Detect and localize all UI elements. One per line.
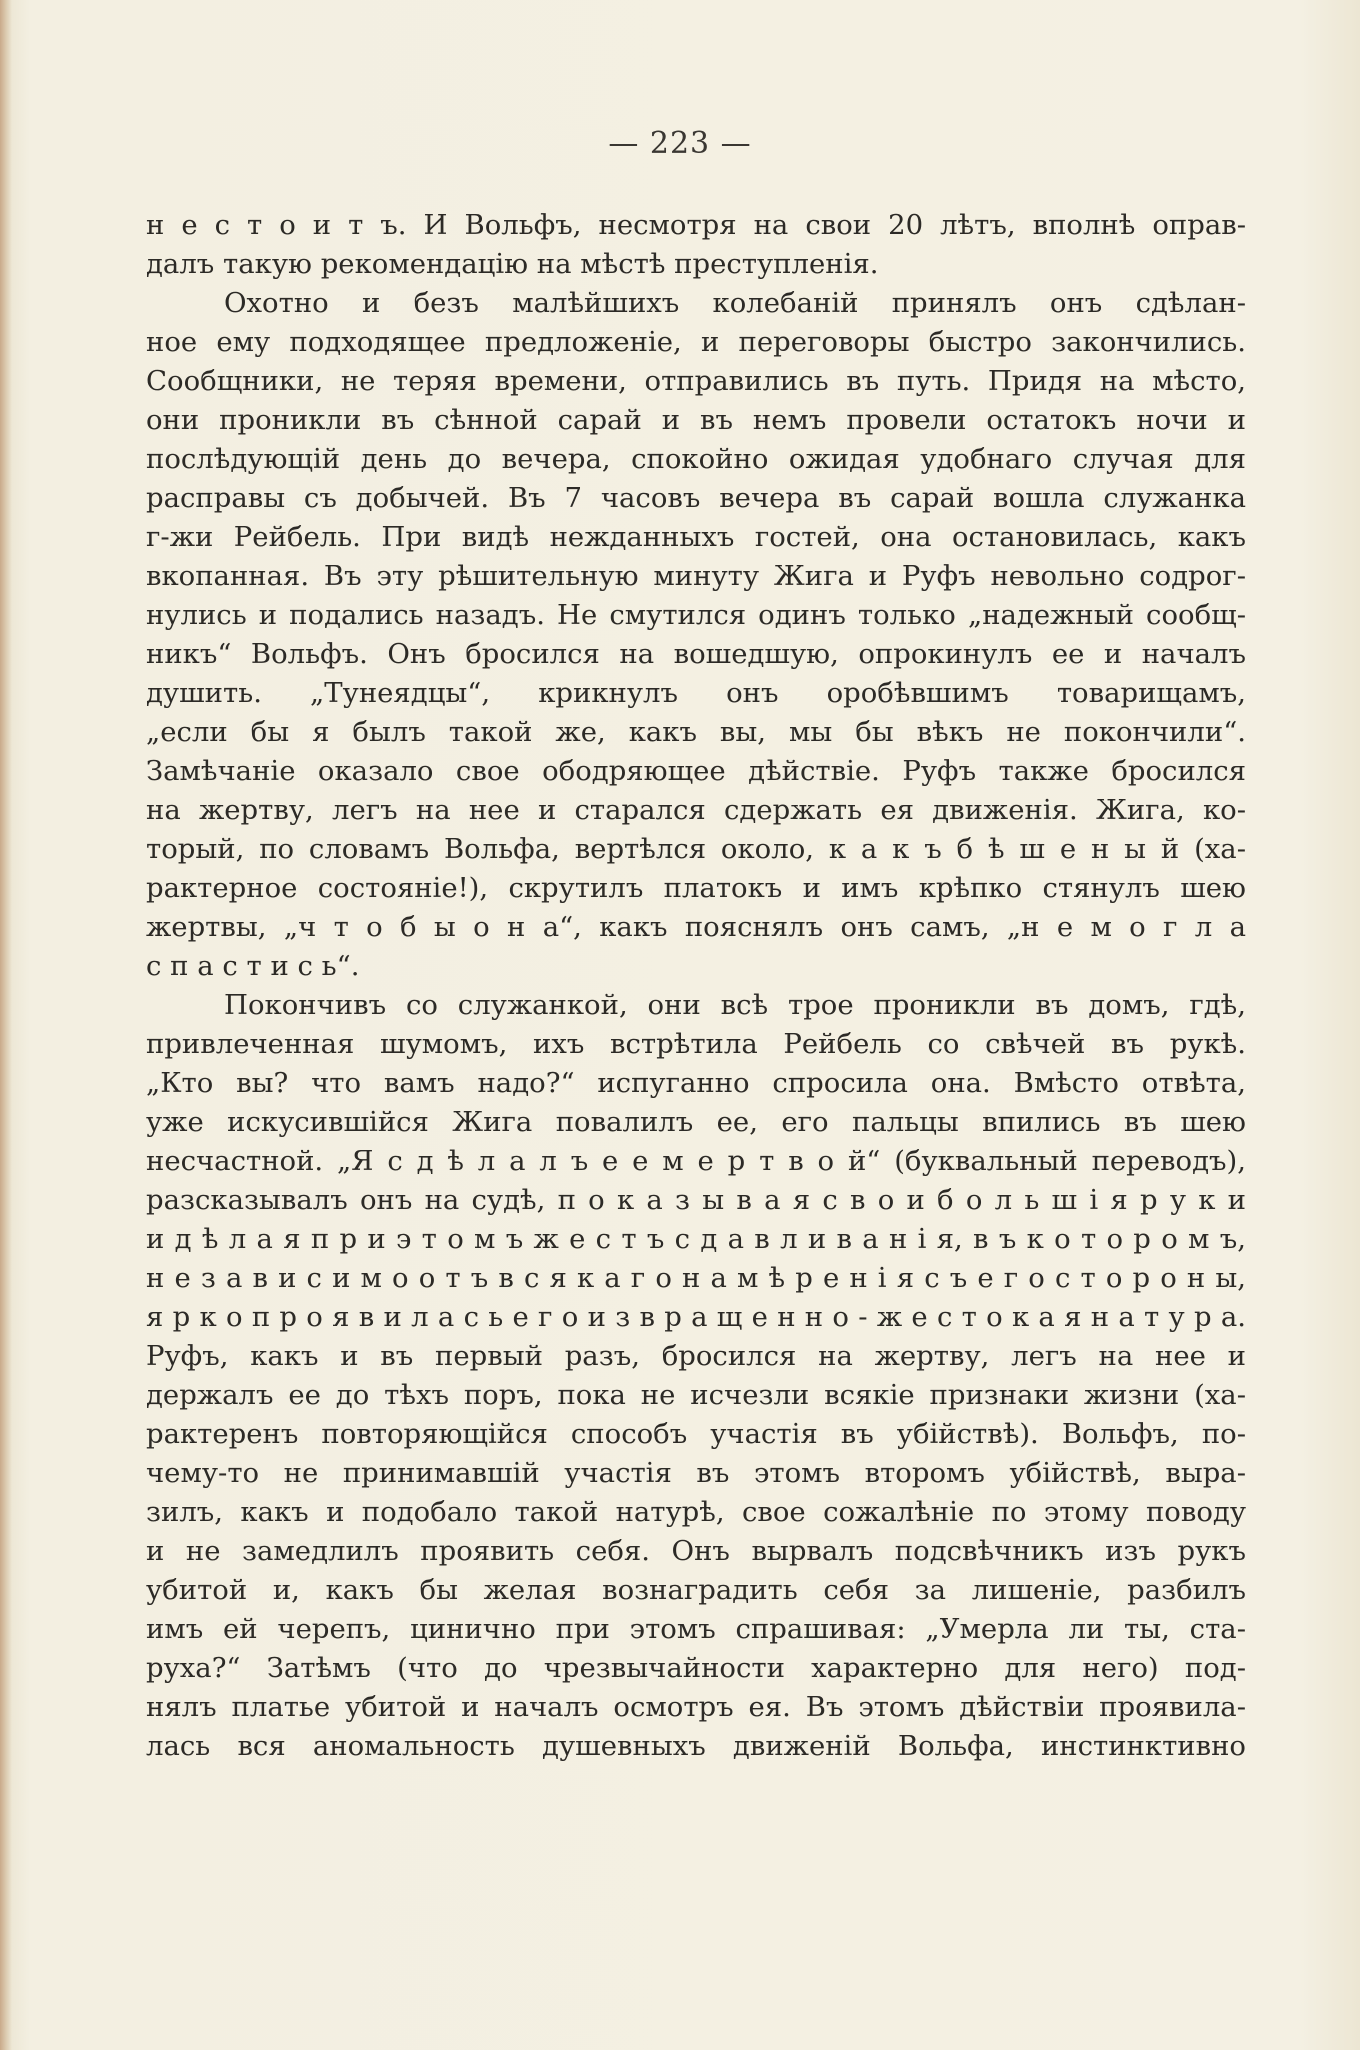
text-line: чему-то не принимавшій участія въ этомъ второмъ убійствѣ, выра- <box>146 1457 1246 1489</box>
text-body <box>146 206 1246 1766</box>
text-line: имъ ей черепъ, цинично при этомъ спрашивая: „Умерла ли ты, ста- <box>146 1613 1246 1645</box>
text-line: нялъ платье убитой и началъ осмотръ ея. Въ этомъ дѣйствіи проявила- <box>146 1691 1246 1723</box>
text-line: лась вся аномальность душевныхъ движеній Вольфа, инстинктивно <box>146 1730 1246 1762</box>
text-line: держалъ ее до тѣхъ поръ, пока не исчезли всякіе признаки жизни (ха- <box>146 1379 1246 1411</box>
page-number: — 223 — <box>608 126 752 161</box>
text-line: убитой и, какъ бы желая вознаградить себя за лишеніе, разбилъ <box>146 1574 1246 1606</box>
text-line: разсказывалъ онъ на судѣ, п о к а з ы в а я с в о и б о л ь ш і я р у к и <box>146 1184 1246 1216</box>
text-line: Замѣчаніе оказало свое ободряющее дѣйствіе. Руфъ также бросился <box>146 755 1246 787</box>
text-line: они проникли въ сѣнной сарай и въ немъ провели остатокъ ночи и <box>146 404 1246 436</box>
text-line: рактерное состояніе!), скрутилъ платокъ и имъ крѣпко стянулъ шею <box>146 872 1246 904</box>
text-line: г-жи Рейбель. При видѣ нежданныхъ гостей, она остановилась, какъ <box>146 521 1246 553</box>
text-line: уже искусившійся Жига повалилъ ее, его пальцы впились въ шею <box>146 1106 1246 1138</box>
text-line: н е с т о и т ъ. И Вольфъ, несмотря на свои 20 лѣтъ, вполнѣ оправ- <box>146 209 1246 241</box>
text-line: послѣдующій день до вечера, спокойно ожидая удобнаго случая для <box>146 443 1246 475</box>
binding-edge <box>0 0 12 2050</box>
text-line: руха?“ Затѣмъ (что до чрезвычайности характерно для него) под- <box>146 1652 1246 1684</box>
text-line: и не замедлилъ проявить себя. Онъ вырвалъ подсвѣчникъ изъ рукъ <box>146 1535 1246 1567</box>
text-line: зилъ, какъ и подобало такой натурѣ, свое сожалѣніе по этому поводу <box>146 1496 1246 1528</box>
text-line: вкопанная. Въ эту рѣшительную минуту Жига и Руфъ невольно содрог- <box>146 560 1246 592</box>
text-line: торый, по словамъ Вольфа, вертѣлся около, к а к ъ б ѣ ш е н ы й (ха- <box>146 833 1246 865</box>
text-line: Охотно и безъ малѣйшихъ колебаній принялъ онъ сдѣлан- <box>224 287 1246 319</box>
text-line: „если бы я былъ такой же, какъ вы, мы бы вѣкъ не покончили“. <box>146 716 1246 748</box>
text-line: несчастной. „Я с д ѣ л а л ъ е е м е р т в о й“ (буквальный переводъ), <box>146 1145 1246 1177</box>
text-line: и д ѣ л а я п р и э т о м ъ ж е с т ъ с д а в л и в а н і я, в ъ к о т о р о м ъ, <box>146 1223 1246 1255</box>
text-line: расправы съ добычей. Въ 7 часовъ вечера въ сарай вошла служанка <box>146 482 1246 514</box>
text-line: Покончивъ со служанкой, они всѣ трое проникли въ домъ, гдѣ, <box>224 989 1246 1021</box>
text-line: Сообщники, не теряя времени, отправились въ путь. Придя на мѣсто, <box>146 365 1246 397</box>
text-line: Руфъ, какъ и въ первый разъ, бросился на жертву, легъ на нее и <box>146 1340 1246 1372</box>
text-line: „Кто вы? что вамъ надо?“ испуганно спросила она. Вмѣсто отвѣта, <box>146 1067 1246 1099</box>
text-line: на жертву, легъ на нее и старался сдержать ея движенія. Жига, ко- <box>146 794 1246 826</box>
text-line: я р к о п р о я в и л а с ь е г о и з в р а щ е н н о - ж е с т о к а я н а т у р а. <box>146 1301 1246 1333</box>
text-line: жертвы, „ч т о б ы о н а“, какъ пояснялъ онъ самъ, „н е м о г л а <box>146 911 1246 943</box>
text-line: с п а с т и с ь“. <box>146 950 360 982</box>
text-line: привлеченная шумомъ, ихъ встрѣтила Рейбель со свѣчей въ рукѣ. <box>146 1028 1246 1060</box>
text-line: ное ему подходящее предложеніе, и переговоры быстро закончились. <box>146 326 1246 358</box>
text-line: никъ“ Вольфъ. Онъ бросился на вошедшую, опрокинулъ ее и началъ <box>146 638 1246 670</box>
text-line: далъ такую рекомендацію на мѣстѣ преступленія. <box>146 248 879 280</box>
text-line: нулись и подались назадъ. Не смутился одинъ только „надежный сообщ- <box>146 599 1246 631</box>
text-line: душить. „Тунеядцы“, крикнулъ онъ оробѣвшимъ товарищамъ, <box>146 677 1246 709</box>
text-line: н е з а в и с и м о о т ъ в с я к а г о н а м ѣ р е н і я с ъ е г о с т о р о н ы, <box>146 1262 1246 1294</box>
text-line: рактеренъ повторяющійся способъ участія въ убійствѣ). Вольфъ, по- <box>146 1418 1246 1450</box>
